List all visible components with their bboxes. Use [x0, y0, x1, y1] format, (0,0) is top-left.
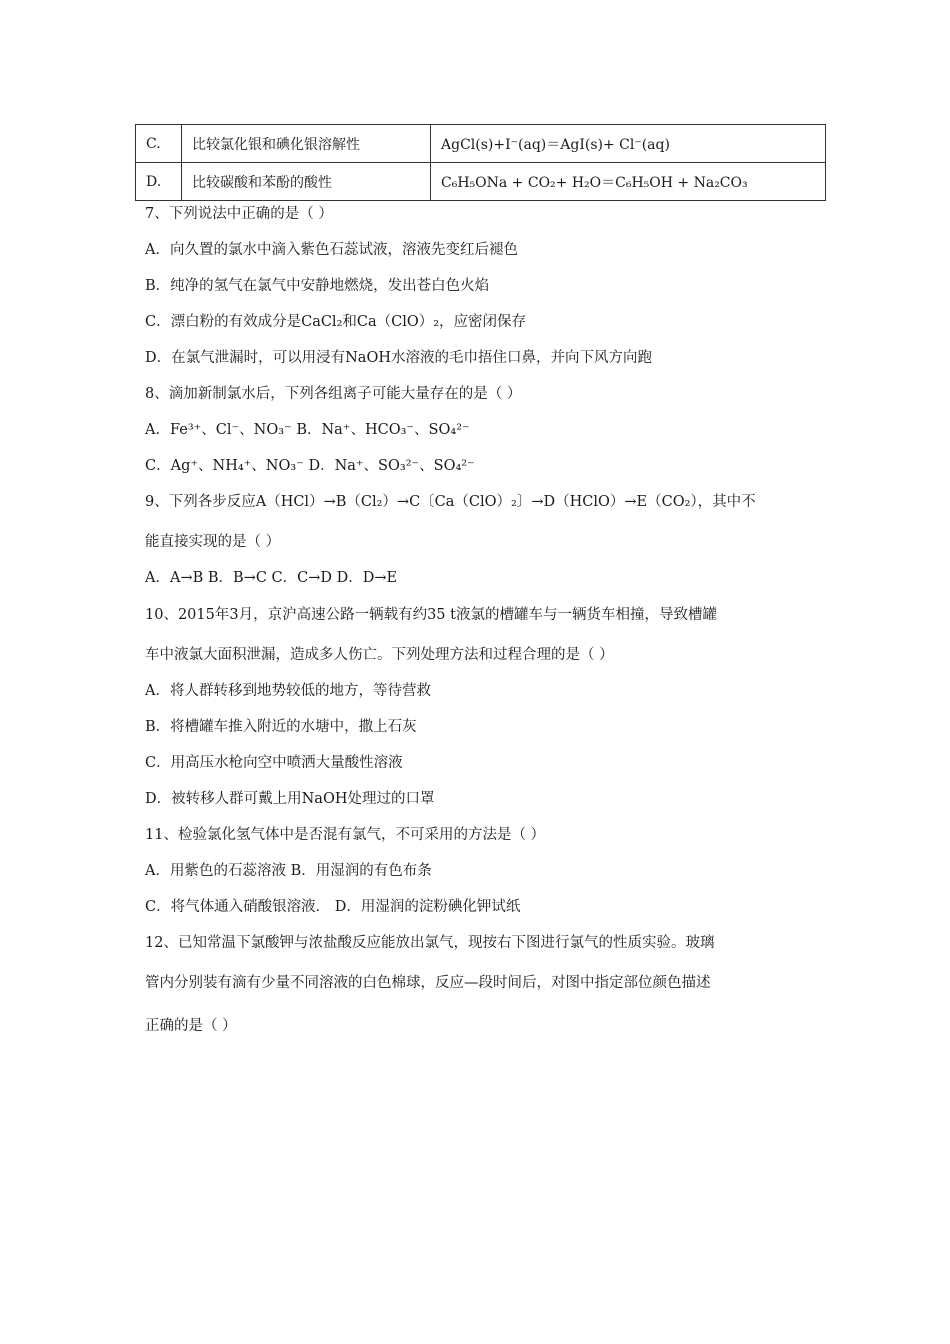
- row-purpose: 比较碳酸和苯酚的酸性: [182, 163, 431, 201]
- q9-stem-line2: 能直接实现的是（ ）: [145, 534, 281, 550]
- q7-stem: 7、下列说法中正确的是（ ）: [145, 206, 333, 222]
- q10-stem-line2: 车中液氯大面积泄漏，造成多人伤亡。下列处理方法和过程合理的是（ ）: [145, 647, 614, 663]
- q7-option-a: A．向久置的氯水中滴入紫色石蕊试液，溶液先变红后褪色: [145, 242, 518, 258]
- q11-options-ab: A．用紫色的石蕊溶液 B．用湿润的有色布条: [145, 863, 432, 879]
- q11-options-cd: C．将气体通入硝酸银溶液． D．用湿润的淀粉碘化钾试纸: [145, 899, 521, 915]
- q10-stem-line1: 10、2015年3月，京沪高速公路一辆载有约35 t液氯的槽罐车与一辆货车相撞，导致槽罐: [145, 607, 717, 623]
- q10-option-c: C．用高压水枪向空中喷洒大量酸性溶液: [145, 755, 403, 771]
- q9-stem-line1: 9、下列各步反应A（HCl）→B（Cl₂）→C〔Ca（ClO）₂〕→D（HClO）→E（CO₂），其中不: [145, 494, 756, 510]
- q7-option-b: B．纯净的氢气在氯气中安静地燃烧，发出苍白色火焰: [145, 278, 490, 294]
- q12-stem-line3: 正确的是（ ）: [145, 1018, 237, 1034]
- row-label: D.: [136, 163, 182, 201]
- table-row: [136, 125, 826, 163]
- q11-stem: 11、检验氯化氢气体中是否混有氯气，不可采用的方法是（ ）: [145, 827, 546, 843]
- q10-option-b: B．将槽罐车推入附近的水塘中，撒上石灰: [145, 719, 417, 735]
- q8-stem: 8、滴加新制氯水后，下列各组离子可能大量存在的是（ ）: [145, 386, 522, 402]
- experiment-table: [135, 124, 826, 201]
- q10-option-a: A．将人群转移到地势较低的地方，等待营救: [145, 683, 431, 699]
- q9-options: A．A→B B．B→C C．C→D D．D→E: [145, 570, 398, 586]
- q10-option-d: D．被转移人群可戴上用NaOH处理过的口罩: [145, 791, 435, 807]
- q7-option-d: D．在氯气泄漏时，可以用浸有NaOH水溶液的毛巾捂住口鼻，并向下风方向跑: [145, 350, 652, 366]
- q12-stem-line1: 12、已知常温下氯酸钾与浓盐酸反应能放出氯气，现按右下图进行氯气的性质实验。玻璃: [145, 935, 715, 951]
- row-equation: C₆H₅ONa + CO₂+ H₂O＝C₆H₅OH + Na₂CO₃: [431, 163, 826, 201]
- q8-options-ab: A．Fe³⁺、Cl⁻、NO₃⁻ B．Na⁺、HCO₃⁻、SO₄²⁻: [145, 422, 470, 438]
- row-equation: AgCl(s)+I⁻(aq)＝AgI(s)+ Cl⁻(aq): [431, 125, 826, 163]
- q12-stem-line2: 管内分别装有滴有少量不同溶液的白色棉球，反应—段时间后，对图中指定部位颜色描述: [145, 975, 711, 991]
- row-label: C.: [136, 125, 182, 163]
- table-row: [136, 163, 826, 201]
- q7-option-c: C．漂白粉的有效成分是CaCl₂和Ca（ClO）₂，应密闭保存: [145, 314, 527, 330]
- q8-options-cd: C．Ag⁺、NH₄⁺、NO₃⁻ D．Na⁺、SO₃²⁻、SO₄²⁻: [145, 458, 475, 474]
- row-purpose: 比较氯化银和碘化银溶解性: [182, 125, 431, 163]
